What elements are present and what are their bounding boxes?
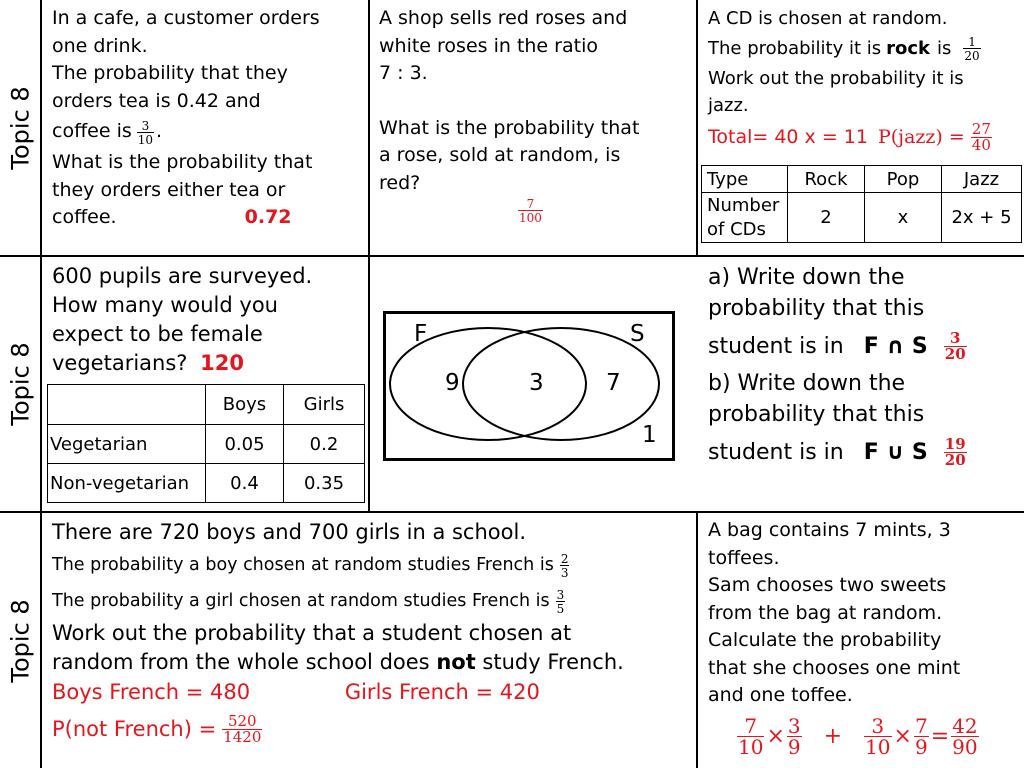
coffee-line: coffee is $\frac{3}{10}$ . (52, 118, 163, 147)
grid-line (368, 0, 370, 256)
grid-line (0, 511, 1024, 513)
fraction: $\frac{3}{9}$ (787, 713, 801, 759)
fraction: $\frac{3}{20}$ (944, 328, 966, 363)
fraction: $\frac{7}{9}$ (914, 713, 928, 759)
answer: P(not French) = $\frac{520}{1420}$ (52, 711, 262, 746)
fraction: $\frac{7}{10}$ (738, 713, 764, 759)
answer: 0.72 (244, 206, 292, 228)
grid-line (368, 256, 370, 512)
fraction: $\frac{3}{10}$ (137, 118, 154, 147)
topic-label: Topic 8 (6, 342, 35, 426)
question-french: There are 720 boys and 700 girls in a school. The probability a boy chosen at random studies French is $\frac{2}{3}$ The probability a girl chosen at random studies French is $\frac{3}{5}$ Work out the probability that a student chosen at random from the whole school does not study French. Boys French = 480 Girls French = 420 P(not French) = $\frac{520}{1420}$ (52, 517, 692, 751)
question-cd: A CD is chosen at random. The probability it is rock is $\frac{1}{20}$ Work out the probability it is jazz. Total= 40 x = 11 P(jazz) = $\frac{27}{40}$ (708, 5, 1020, 155)
fraction: $\frac{1}{20}$ (964, 35, 980, 63)
question-sweets: A bag contains 7 mints, 3 toffees. Sam chooses two sweets from the bag at random. Calculate the probability that she chooses one mint and one toffee. (708, 519, 961, 706)
girl-prob-line: The probability a girl chosen at random studies French is $\frac{3}{5}$ (52, 587, 565, 616)
grid-line (696, 0, 698, 256)
venn-f-only: 9 (445, 370, 460, 396)
venn-label-f: F (414, 321, 428, 347)
boy-prob-line: The probability a boy chosen at random studies French is $\frac{2}{3}$ (52, 551, 569, 580)
question-pupils: 600 pupils are surveyed. How many would you expect to be female vegetarians? 120 (52, 264, 313, 375)
working: Total= 40 x = 11 P(jazz) = $\frac{27}{40}$ (708, 119, 991, 154)
question-cafe: In a cafe, a customer orders one drink. The probability that they orders tea is 0.42 and coffee is $\frac{3}{10}$ . What is the probability that they orders either tea or coffee. 0.72 (52, 5, 364, 232)
question-venn: a) Write down the probability that this student is in F ∩ S $\frac{3}{20}$ b) Write down the probability that this student is in F ∪ S $\frac{19}{20}$ (708, 262, 1020, 474)
topic-label: Topic 8 (6, 85, 35, 170)
sweets-working: $\frac{7}{10}$ × $\frac{3}{9}$ + $\frac{3}{10}$ × $\frac{7}{9}$ = $\frac{42}{90}$ (738, 713, 978, 759)
working: Boys French = 480 Girls French = 420 (52, 680, 540, 704)
cd-table: Type Rock Pop Jazz Number of CDs 2 x 2x + 5 (701, 165, 1022, 243)
vegetarian-table: Boys Girls Vegetarian 0.05 0.2 Non-vegetarian 0.4 0.35 (47, 384, 365, 503)
fraction: $\frac{19}{20}$ (944, 434, 966, 469)
venn-both: 3 (529, 370, 544, 396)
grid-line (696, 512, 698, 768)
fraction: $\frac{2}{3}$ (560, 551, 569, 580)
venn-label-s: S (630, 321, 645, 347)
topic-label: Topic 8 (6, 598, 35, 683)
fraction: $\frac{3}{5}$ (556, 587, 565, 616)
answer: $\frac{7}{100}$ (519, 197, 542, 225)
venn-s-only: 7 (606, 370, 621, 396)
fraction: $\frac{520}{1420}$ (223, 711, 262, 746)
fraction: $\frac{3}{10}$ (865, 713, 891, 759)
answer: 120 (200, 351, 244, 375)
union-line: student is in F ∪ S $\frac{19}{20}$ (708, 434, 966, 469)
fraction: $\frac{27}{40}$ (971, 119, 991, 154)
intersection-line: student is in F ∩ S $\frac{3}{20}$ (708, 328, 966, 363)
question-roses: A shop sells red roses and white roses in the ratio 7 : 3. What is the probability that a rose, sold at random, is red? (379, 7, 640, 194)
venn-outside: 1 (642, 422, 657, 448)
rock-line: The probability it is rock is $\frac{1}{20}$ (708, 35, 980, 63)
fraction: $\frac{42}{90}$ (952, 713, 978, 759)
grid-line (0, 255, 1024, 257)
